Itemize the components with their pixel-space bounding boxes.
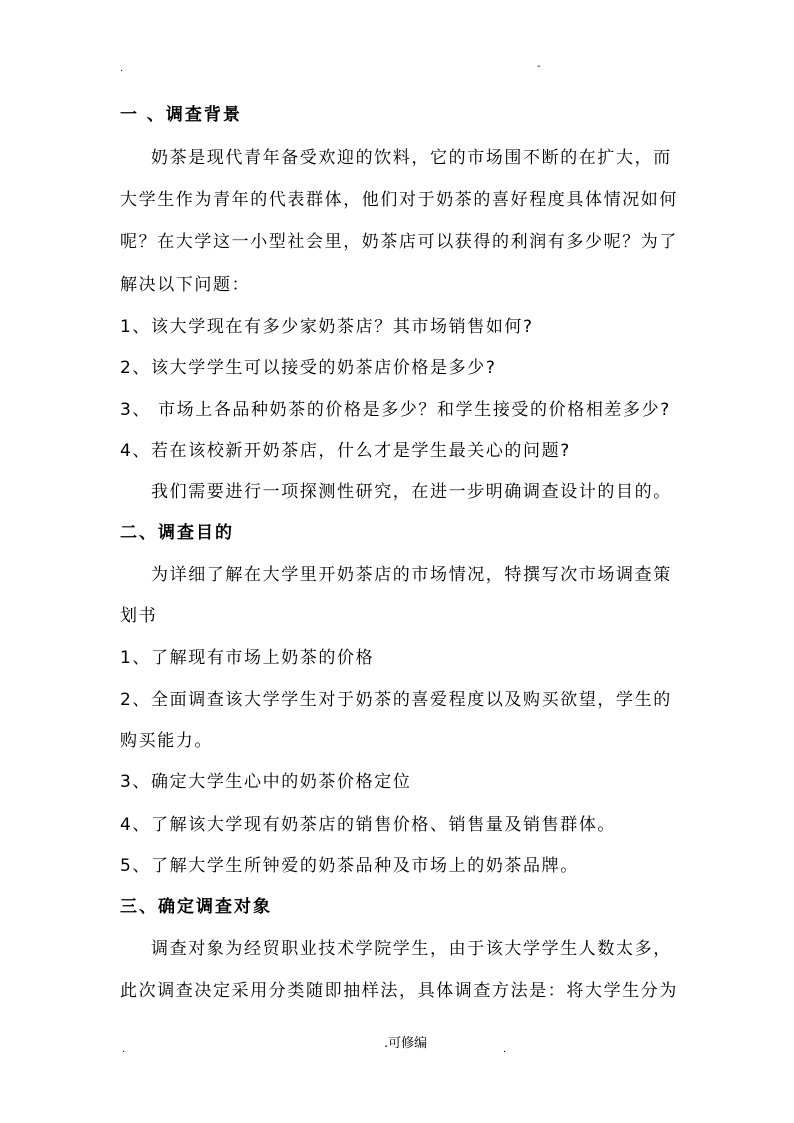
list-item: 2、该大学学生可以接受的奶茶店价格是多少?: [120, 358, 497, 378]
list-item: 购买能力。: [120, 731, 213, 751]
paragraph-line: 解决以下问题：: [120, 275, 251, 295]
paragraph-line: 大学生作为青年的代表群体，他们对于奶茶的喜好程度具体情况如何: [120, 190, 678, 210]
header-dot-left: .: [120, 63, 124, 74]
list-item: 1、了解现有市场上奶茶的价格: [120, 648, 375, 668]
section-heading-background: 一 、调查背景: [120, 105, 242, 125]
paragraph-line: 为详细了解在大学里开奶茶店的市场情况，特撰写次市场调查策: [151, 565, 672, 585]
footer-dot-right: .: [503, 1044, 507, 1055]
list-item: 4、了解该大学现有奶茶店的销售价格、销售量及销售群体。: [120, 815, 617, 835]
footer-text: .可修编: [384, 1036, 428, 1051]
section-heading-purpose: 二、调查目的: [120, 523, 234, 543]
list-item: 4、若在该校新开奶茶店，什么才是学生最关心的问题?: [120, 441, 571, 461]
list-item: 5、了解大学生所钟爱的奶茶品种及市场上的奶茶品牌。: [120, 856, 579, 876]
paragraph-line: 划书: [120, 606, 158, 626]
list-item: 3、 市场上各品种奶茶的价格是多少？和学生接受的价格相差多少?: [120, 400, 671, 420]
paragraph-line: 我们需要进行一项探测性研究，在进一步明确调查设计的目的。: [151, 482, 672, 502]
paragraph-line: 呢？在大学这一小型社会里，奶茶店可以获得的利润有多少呢？为了: [120, 232, 678, 252]
footer-dot-left: .: [122, 1044, 126, 1055]
section-heading-subjects: 三、确定调查对象: [120, 897, 272, 917]
paragraph-line: 奶茶是现代青年备受欢迎的饮料，它的市场围不断的在扩大，而: [151, 148, 672, 168]
list-item: 1、该大学现在有多少家奶茶店？其市场销售如何?: [120, 317, 534, 337]
list-item: 2、全面调查该大学学生对于奶茶的喜爱程度以及购买欲望，学生的: [120, 690, 672, 710]
paragraph-line: 调查对象为经贸职业技术学院学生，由于该大学学生人数太多，: [151, 939, 672, 959]
header-dot-right: -: [537, 61, 541, 72]
paragraph-line: 此次调查决定采用分类随即抽样法，具体调查方法是：将大学生分为: [120, 981, 678, 1001]
list-item: 3、确定大学生心中的奶茶价格定位: [120, 772, 412, 792]
